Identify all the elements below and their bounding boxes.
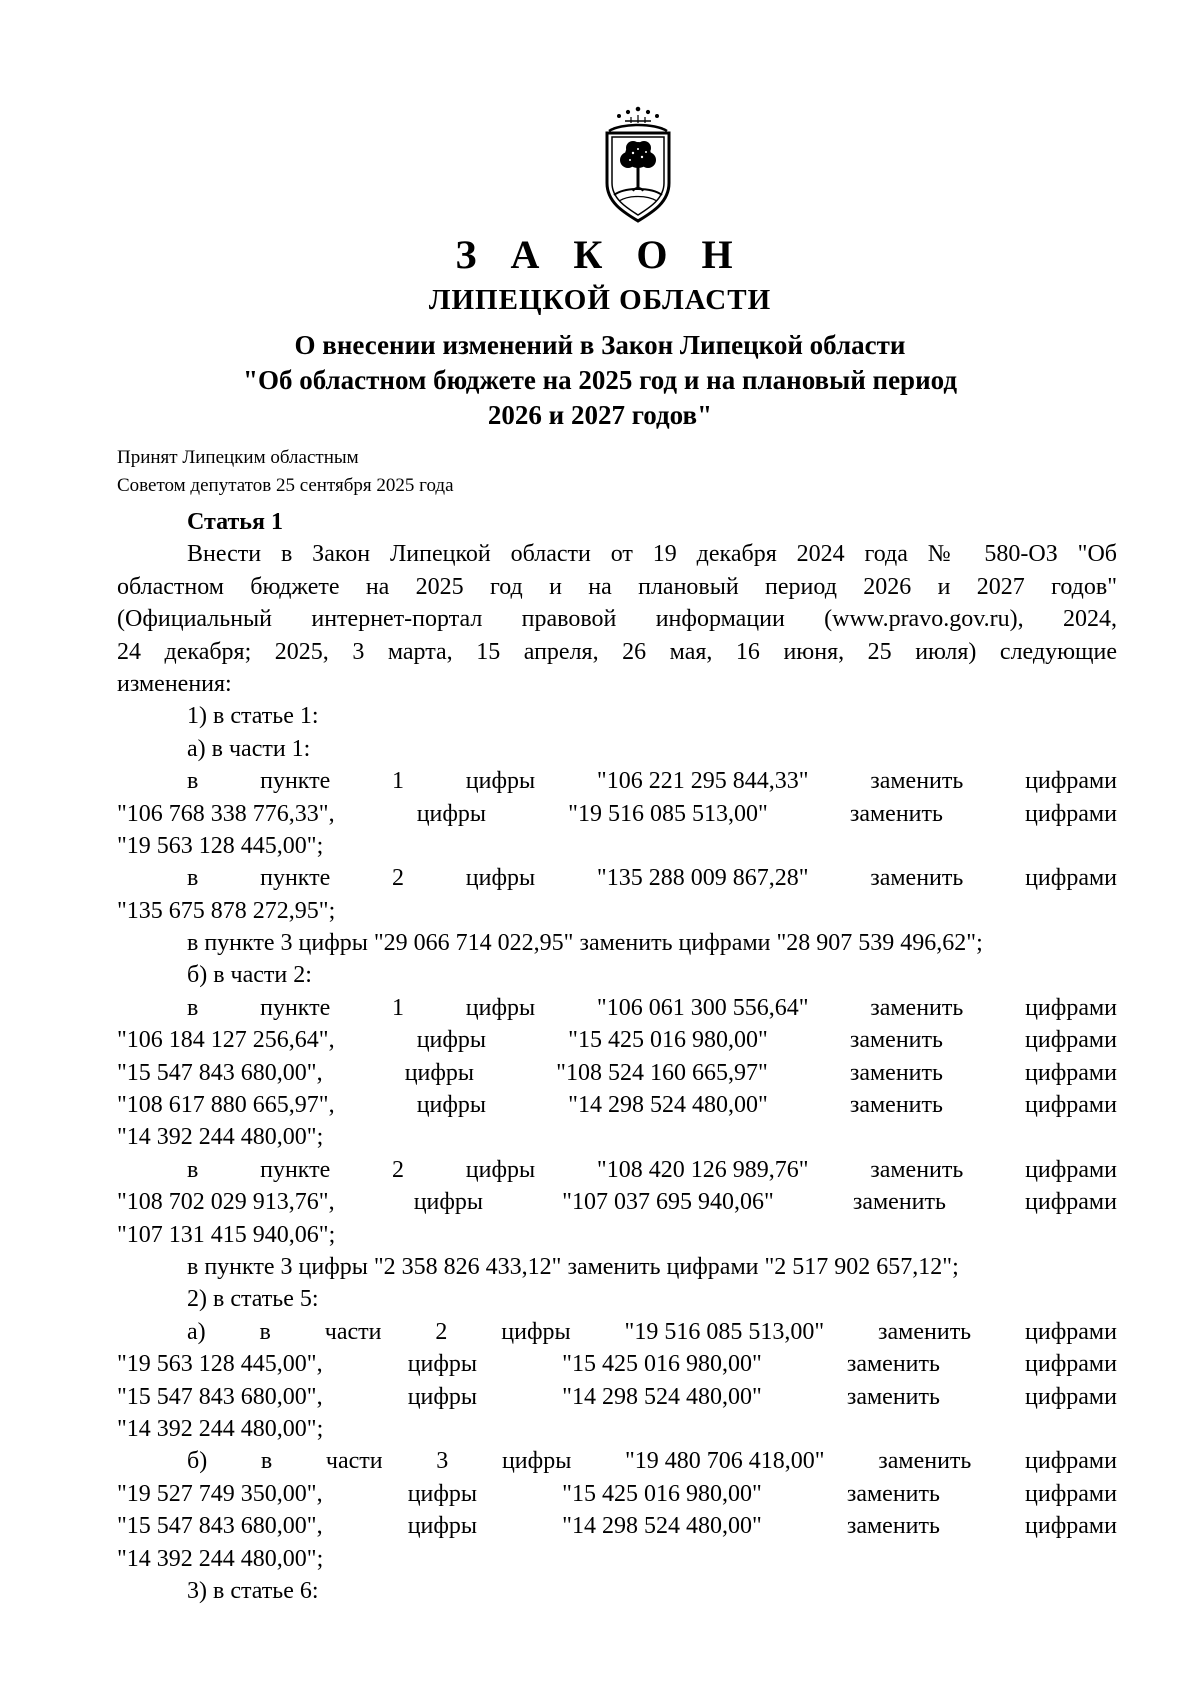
- word: 3: [436, 1448, 449, 1475]
- word: части: [325, 1448, 383, 1475]
- word: заменить: [849, 1092, 943, 1119]
- word: цифры: [465, 994, 536, 1021]
- region-title: ЛИПЕЦКОЙ ОБЛАСТИ: [428, 284, 772, 316]
- document-body: [117, 506, 1117, 1607]
- heading-line: О внесении изменений в Закон Липецкой области: [294, 330, 906, 360]
- word: в: [187, 768, 199, 795]
- word: 2: [435, 1318, 448, 1345]
- word: в: [187, 994, 199, 1021]
- word: цифрами: [1025, 865, 1117, 892]
- item-heading: 1) в статье 1:: [187, 703, 319, 730]
- document-type-title: З А К О Н: [455, 232, 745, 277]
- word: "135 288 009 867,28": [596, 865, 809, 892]
- justified-line: [117, 1381, 1117, 1413]
- text-line: "14 392 244 480,00";: [117, 1545, 324, 1572]
- word: цифрами: [1025, 1383, 1117, 1410]
- word: цифрами: [1025, 768, 1117, 795]
- justified-line: [117, 798, 1117, 830]
- word: 2: [392, 1156, 405, 1183]
- justified-line: [117, 992, 1117, 1024]
- word: "19 527 749 350,00",: [117, 1480, 323, 1507]
- word: заменить: [852, 1189, 946, 1216]
- word: 1: [392, 768, 405, 795]
- word: в: [187, 865, 199, 892]
- word: цифрами: [1025, 1027, 1117, 1054]
- word: "108 524 160 665,97": [556, 1059, 768, 1086]
- word: заменить: [870, 1156, 964, 1183]
- justified-line: [117, 1510, 1117, 1542]
- justified-line: [117, 1445, 1117, 1477]
- text-line: "135 675 878 272,95";: [117, 897, 336, 924]
- word: цифрами: [1025, 1059, 1117, 1086]
- word: цифры: [407, 1480, 478, 1507]
- item-heading: 3) в статье 6:: [187, 1577, 319, 1604]
- text-line: "14 392 244 480,00";: [117, 1415, 324, 1442]
- word: цифры: [407, 1383, 478, 1410]
- word: части: [324, 1318, 382, 1345]
- word: пункте: [260, 865, 331, 892]
- word: "106 061 300 556,64": [596, 994, 809, 1021]
- word: "107 037 695 940,06": [562, 1189, 774, 1216]
- heading-line: 2026 и 2027 годов": [487, 400, 713, 430]
- item-heading: а) в части 1:: [187, 735, 311, 762]
- word: пункте: [260, 1156, 331, 1183]
- word: "19 516 085 513,00": [624, 1318, 825, 1345]
- word: "106 768 338 776,33",: [117, 800, 335, 827]
- word: "15 425 016 980,00": [562, 1480, 762, 1507]
- word: цифрами: [1025, 1448, 1117, 1475]
- word: заменить: [849, 1059, 943, 1086]
- word: цифрами: [1025, 994, 1117, 1021]
- word: цифры: [404, 1059, 475, 1086]
- word: цифрами: [1025, 800, 1117, 827]
- word: "19 516 085 513,00": [568, 800, 768, 827]
- word: цифрами: [1025, 1156, 1117, 1183]
- word: цифры: [416, 1027, 487, 1054]
- word: 2: [392, 865, 405, 892]
- word: "106 221 295 844,33": [596, 768, 809, 795]
- intro-line: 24 декабря; 2025, 3 марта, 15 апреля, 26 мая, 16 июня, 25 июля) следующие: [117, 638, 1117, 665]
- word: заменить: [846, 1351, 940, 1378]
- justified-line: [117, 1089, 1117, 1121]
- word: заменить: [870, 768, 964, 795]
- word: в: [259, 1318, 271, 1345]
- word: цифрами: [1025, 1351, 1117, 1378]
- word: "15 425 016 980,00": [568, 1027, 768, 1054]
- word: "108 617 880 665,97",: [117, 1092, 335, 1119]
- law-heading: [0, 328, 1200, 433]
- word: цифры: [416, 1092, 487, 1119]
- intro-line: Внести в Закон Липецкой области от 19 декабря 2024 года № 580-ОЗ "Об: [187, 541, 1117, 568]
- text-line: "107 131 415 940,06";: [117, 1221, 336, 1248]
- word: а): [187, 1318, 206, 1345]
- word: "19 480 706 418,00": [625, 1448, 825, 1475]
- word: цифры: [465, 768, 536, 795]
- word: цифры: [465, 1156, 536, 1183]
- word: цифры: [407, 1351, 478, 1378]
- word: "14 298 524 480,00": [568, 1092, 768, 1119]
- text-line: в пункте 3 цифры "2 358 826 433,12" заменить цифрами "2 517 902 657,12";: [187, 1253, 959, 1280]
- word: цифры: [416, 800, 487, 827]
- justified-line: [117, 765, 1117, 797]
- adoption-line: Советом депутатов 25 сентября 2025 года: [117, 475, 454, 496]
- intro-line: (Официальный интернет-портал правовой информации (www.pravo.gov.ru), 2024,: [117, 606, 1117, 633]
- word: "15 547 843 680,00",: [117, 1383, 323, 1410]
- word: заменить: [846, 1383, 940, 1410]
- word: "15 425 016 980,00": [562, 1351, 762, 1378]
- text-line: "14 392 244 480,00";: [117, 1124, 324, 1151]
- justified-line: [117, 1186, 1117, 1218]
- word: заменить: [870, 865, 964, 892]
- text-line: в пункте 3 цифры "29 066 714 022,95" заменить цифрами "28 907 539 496,62";: [187, 930, 983, 957]
- coat-of-arms-icon: [595, 105, 681, 225]
- word: заменить: [849, 1027, 943, 1054]
- word: заменить: [878, 1448, 972, 1475]
- word: цифры: [501, 1318, 571, 1345]
- word: цифрами: [1025, 1189, 1117, 1216]
- justified-line: [117, 1348, 1117, 1380]
- word: цифрами: [1025, 1480, 1117, 1507]
- word: "108 702 029 913,76",: [117, 1189, 335, 1216]
- word: цифрами: [1025, 1092, 1117, 1119]
- justified-line: [117, 1024, 1117, 1056]
- adoption-note: [117, 444, 454, 500]
- word: цифрами: [1025, 1513, 1117, 1540]
- word: "14 298 524 480,00": [562, 1383, 762, 1410]
- word: заменить: [878, 1318, 972, 1345]
- word: пункте: [260, 994, 331, 1021]
- word: цифры: [465, 865, 536, 892]
- word: "14 298 524 480,00": [562, 1513, 762, 1540]
- justified-line: [117, 1154, 1117, 1186]
- word: заменить: [849, 800, 943, 827]
- word: цифры: [501, 1448, 572, 1475]
- justified-line: [117, 1057, 1117, 1089]
- word: "15 547 843 680,00",: [117, 1059, 323, 1086]
- word: б): [187, 1448, 208, 1475]
- article-title: Статья 1: [187, 509, 283, 535]
- word: пункте: [260, 768, 331, 795]
- word: заменить: [846, 1513, 940, 1540]
- justified-line: [117, 862, 1117, 894]
- word: "108 420 126 989,76": [596, 1156, 809, 1183]
- justified-line: [117, 1316, 1117, 1348]
- word: в: [187, 1156, 199, 1183]
- text-line: "19 563 128 445,00";: [117, 832, 324, 859]
- item-heading: 2) в статье 5:: [187, 1286, 319, 1313]
- word: "19 563 128 445,00",: [117, 1351, 323, 1378]
- item-heading: б) в части 2:: [187, 962, 312, 989]
- justified-line: [117, 1478, 1117, 1510]
- word: заменить: [846, 1480, 940, 1507]
- word: цифры: [407, 1513, 478, 1540]
- word: "15 547 843 680,00",: [117, 1513, 323, 1540]
- adoption-line: Принят Липецким областным: [117, 447, 359, 468]
- intro-line: областном бюджете на 2025 год и на плановый период 2026 и 2027 годов": [117, 573, 1117, 600]
- word: "106 184 127 256,64",: [117, 1027, 335, 1054]
- heading-line: "Об областном бюджете на 2025 год и на плановый период: [242, 365, 958, 395]
- intro-line: изменения:: [117, 670, 232, 697]
- word: в: [260, 1448, 273, 1475]
- word: цифрами: [1025, 1318, 1117, 1345]
- word: заменить: [870, 994, 964, 1021]
- word: цифры: [413, 1189, 484, 1216]
- word: 1: [392, 994, 405, 1021]
